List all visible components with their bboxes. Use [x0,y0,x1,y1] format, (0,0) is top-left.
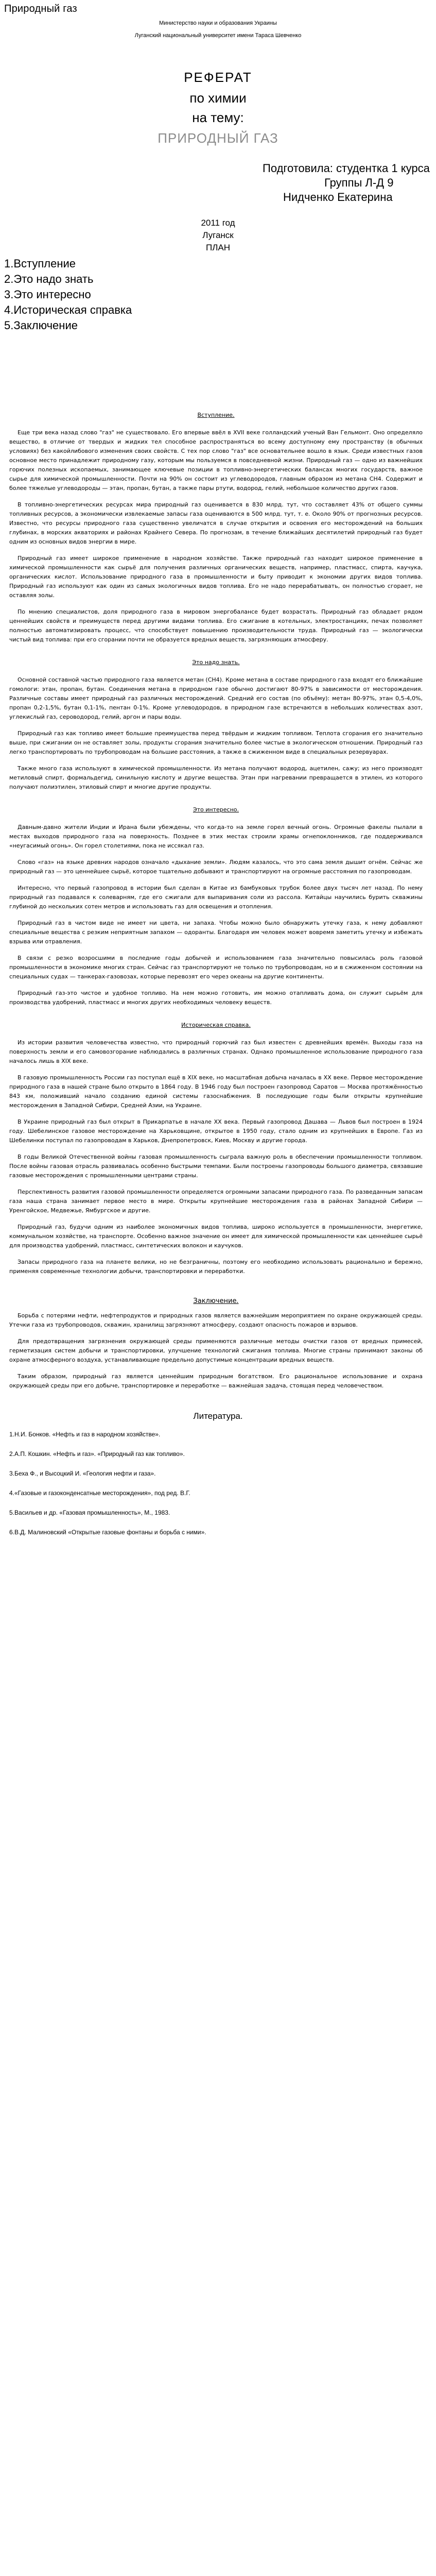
literature-title: Литература. [193,1411,243,1421]
section-title: Это надо знать. [192,659,240,666]
ministry-line: Министерство науки и образования Украины [159,20,277,26]
section-title: Вступление. [197,412,235,418]
literature-item: 1.Н.И. Бонков. «Нефть и газ в народном хозяйстве». [9,1431,161,1438]
paragraph: В связи с резко возросшими в последние годы добычей и использованием газа значительно повысилась роль газовой промышленности в экономике многих стран. Сейчас газ транспортируют не только по трубопроводам, но и в сжиженном состоянии на специальных судах — танкерах-газовозах, которые перевозят его через океаны на другие континенты. [9,955,423,980]
paragraph: Основной составной частью природного газа является метан (CH4). Кроме метана в составе природного газа входят его ближайшие гомологи: этан, пропан, бутан. Соединения метана в природном газе обычно достигают 80-97% в зависимости от месторождения. Различные составы имеет природный газ различных месторождений. Средний его состав (по объёму): метан 80-97%, этан 0,5-4,0%, пропан 0,2-1,5%, бутан 0,1-1%, пентан 0-1%. Кроме углеводородов, в природном газе встречаются в небольших количествах азот, углекислый газ, сероводород, гелий, аргон и пары воды. [9,676,423,720]
conclusion-title: Заключение. [193,1297,239,1305]
document-title: Природный газ [4,3,77,14]
toc-item: 3.Это интересно [4,288,91,301]
paragraph: В годы Великой Отечественной войны газовая промышленность сыграла важную роль в обеспечении промышленности топливом. После войны газовая отрасль развивалась особенно быстрыми темпами. Были построены газопроводы большого диаметра, связавшие газовые месторождения с промышленными центрами страны. [9,1154,423,1179]
paragraph: Для предотвращения загрязнения окружающей среды применяются различные методы очистки газов от вредных примесей, герметизация систем добычи и транспортировки, улучшение технологий сжигания топлива. Многие страны принимают законы об охране атмосферного воздуха, устанавливающие предельно допустимые концентрации вредных веществ. [9,1338,423,1363]
paragraph: Интересно, что первый газопровод в истории был сделан в Китае из бамбуковых трубок более двух тысяч лет назад. По нему природный газ подавался к солеварням, где его сжигали для выпаривания соли из рассола. Китайцы научились бурить скважины глубиной до нескольких сотен метров и использовать газ для освещения и отопления. [9,885,423,910]
city: Луганск [202,230,234,240]
referat-heading: РЕФЕРАТ [184,70,252,85]
paragraph: В газовую промышленность России газ поступал ещё в XIX веке, но масштабная добыча началась в XX веке. Первое месторождение природного газа в нашей стране было открыто в 1864 году. В 1946 году был построен газопровод Саратов — Москва протяжённостью 843 км, положивший начало созданию единой системы газоснабжения. В последующие годы были открыты крупнейшие месторождения в Западной Сибири, Средней Азии, на Украине. [9,1074,423,1109]
paragraph: В топливно-энергетических ресурсах мира природный газ оценивается в 830 млрд. тут, что составляет 43% от общего суммы топливных ресурсов, а экономически извлекаемые запасы газа оцениваются в 500 млрд. тут, т. е. Около 90% от прогнозных ресурсов. Известно, что ресурсы природного газа существенно увеличатся в случае открытия и освоения его месторождений на больших глубинах, в морских акваториях и районах Крайнего Севера. По прогнозам, в течение ближайших десятилетий природный газ будет одним из основных видов энергии в мире. [9,501,423,545]
literature-item: 6.В.Д. Малиновский «Открытые газовые фонтаны и борьба с ними». [9,1529,206,1536]
paragraph: По мнению специалистов, доля природного газа в мировом энергобалансе будет возрастать. Природный газ обладает рядом ценнейших свойств и преимуществ перед другими видами топлива. Его сжигание в котельных, электростанциях, печах позволяет полностью автоматизировать процесс, что способствует повышению производительности труда. Природный газ — экологически чистый вид топлива: при его сгорании почти не образуется вредных веществ, загрязняющих атмосферу. [9,608,423,643]
paragraph: Перспективность развития газовой промышленности определяется огромными запасами природного газа. По разведанным запасам газа наша страна занимает первое место в мире. Открыты крупнейшие месторождения газа в районах Западной Сибири — Уренгойское, Медвежье, Ямбургское и другие. [9,1189,423,1214]
body-text [0,411,436,1391]
paragraph: Борьба с потерями нефти, нефтепродуктов и природных газов является важнейшим мероприятием по охране окружающей среды. Утечки газа из трубопроводов, скважин, хранилищ загрязняют атмосферу, создают опасность пожаров и взрывов. [9,1312,423,1328]
toc-item: 5.Заключение [4,319,78,332]
paragraph: Таким образом, природный газ является ценнейшим природным богатством. Его рациональное использование и охрана окружающей среды при его добыче, транспортировке и переработке — важнейшая задача, стоящая перед человечеством. [9,1373,423,1389]
toc-item: 2.Это надо знать [4,273,94,285]
paragraph: Давным-давно жители Индии и Ирана были убеждены, что когда-то на земле горел вечный огонь. Огромные факелы пылали в местах выходов природного газа на поверхность. Позднее в этих местах строили храмы огнепоклонников, где поддерживался «неугасимый огонь». Он горел столетиями, пока не иссякал газ. [9,824,423,849]
literature-item: 2.А.П. Кошкин. «Нефть и газ». «Природный газ как топливо». [9,1450,185,1458]
paragraph: В Украине природный газ был открыт в Прикарпатье в начале XX века. Первый газопровод Дашава — Львов был построен в 1924 году. Шебелинское газовое месторождение на Харьковщине, открытое в 1950 году, стало одним из крупнейших в Европе. Газ из Шебелинки поступал по газопроводам в Харьков, Днепропетровск, Киев, Москву и другие города. [9,1118,423,1144]
author-line-2: Группы Л-Д 9 [324,176,394,189]
author-block [263,161,436,205]
year: 2011 год [201,218,235,228]
literature-item: 5.Васильев и др. «Газовая промышленность», М., 1983. [9,1509,170,1516]
plan-heading: ПЛАН [206,243,230,252]
paragraph: Еще три века назад слово "газ" не существовало. Его впервые ввёл в XVII веке голландский ученый Ван Гельмонт. Оно определяло вещество, в отличие от твердых и жидких тел способное распространяться во всему доступному ему пространству (в обычных условиях) без какойлибового изменения своих свойств. С тех пор слово "газ" все основательнее вошло в язык. Среди известных газов основное место принадлежит природному газу, которым мы пользуемся в повседневной жизни. Природный газ — одно из важнейших горючих полезных ископаемых, занимающее ключевые позиции в топливно-энергетических балансах многих государств, важное сырье для химической промышленности. Почти на 90% он состоит из углеводородов, главным образом из метана СН4. Содержит и более тяжелые углеводороды — этан, пропан, бутан, а также пары ртути, водород, гелий, небольшое количество других газов. [9,429,423,492]
subject-heading: ПРИРОДНЫЙ ГАЗ [158,130,278,146]
paragraph: Из истории развития человечества известно, что природный горючий газ был известен с древнейших времён. Выходы газа на поверхность земли и его самовозгорание наблюдались в различных странах. Однако промышленное использование природного газа началось лишь в XIX веке. [9,1039,423,1064]
literature-item: 3.Беха Ф., и Высоцкий И. «Геология нефти и газа». [9,1470,156,1477]
paragraph: Природный газ, будучи одним из наиболее экономичных видов топлива, широко используется в промышленности, энергетике, коммунальном хозяйстве, на транспорте. Особенно важное значение он имеет для химической промышленности как ценнейшее сырьё для производства удобрений, пластмасс, синтетических волокон и каучуков. [9,1224,423,1249]
table-of-contents [0,256,436,333]
literature-item: 4.«Газовые и газоконденсатные месторождения», под ред. В.Г. [9,1489,190,1497]
subject-line: по химии [189,90,247,106]
literature-list [0,1429,436,1538]
paragraph: Природный газ как топливо имеет большие преимущества перед твёрдым и жидким топливом. Теплота сгорания его значительно выше, при сжигании он не оставляет золы, продукты сгорания значительно более чистые в экологическом отношении. Природный газ легко транспортировать по трубопроводам на большие расстояния, а также в сжиженном виде в специальных резервуарах. [9,730,423,755]
paragraph: Также много газа используют в химической промышленности. Из метана получают водород, ацетилен, сажу; из него производят метиловый спирт, формальдегид, синильную кислоту и другие вещества. Этан при нагревании превращается в этилен, из которого получают полиэтилен, этиловый спирт и многие другие продукты. [9,765,423,790]
section-title: Это интересно. [193,806,239,813]
author-line-1: Подготовила: студентка 1 курса [263,162,430,175]
paragraph: Запасы природного газа на планете велики, но не безграничны, поэтому его необходимо использовать рационально и бережно, применяя современные технологии добычи, транспортировки и переработки. [9,1259,423,1275]
paragraph: Природный газ имеет широкое применение в народном хозяйстве. Также природный газ находит широкое применение в химической промышленности как сырьё для получения различных органических веществ, например, пластмасс, спирта, каучука, органических кислот. Использование природного газа в промышленности и быту приводит к экономии других видов топлива. Природный газ используют как один из самых экологичных видов топлива. Его не надо перерабатывать, он полностью сгорает, не оставляя золы. [9,555,423,599]
toc-item: 4.Историческая справка [4,303,132,316]
toc-item: 1.Вступление [4,257,76,270]
section-title: Историческая справка. [181,1022,251,1028]
university-line: Луганский национальный университет имени Тараса Шевченко [134,32,302,39]
paragraph: Природный газ в чистом виде не имеет ни цвета, ни запаха. Чтобы можно было обнаружить утечку газа, к нему добавляют специальные вещества с резким неприятным запахом — одоранты. Благодаря им человек может вовремя заметить утечку и избежать взрыва или отравления. [9,920,423,945]
topic-line: на тему: [192,110,244,125]
meta-block [0,217,436,254]
author-line-3: Нидченко Екатерина [283,191,393,204]
paragraph: Природный газ-это чистое и удобное топливо. На нем можно готовить, им можно отапливать дома, он служит сырьём для производства удобрений, пластмасс и многих других необходимых человеку веществ. [9,990,423,1006]
paragraph: Слово «газ» на языке древних народов означало «дыхание земли». Людям казалось, что это сама земля дышит огнём. Сейчас же природный газ — это ценнейшее сырьё, которое тщательно добывают и транспортируют на огромные расстояния по газопроводам. [9,859,423,875]
